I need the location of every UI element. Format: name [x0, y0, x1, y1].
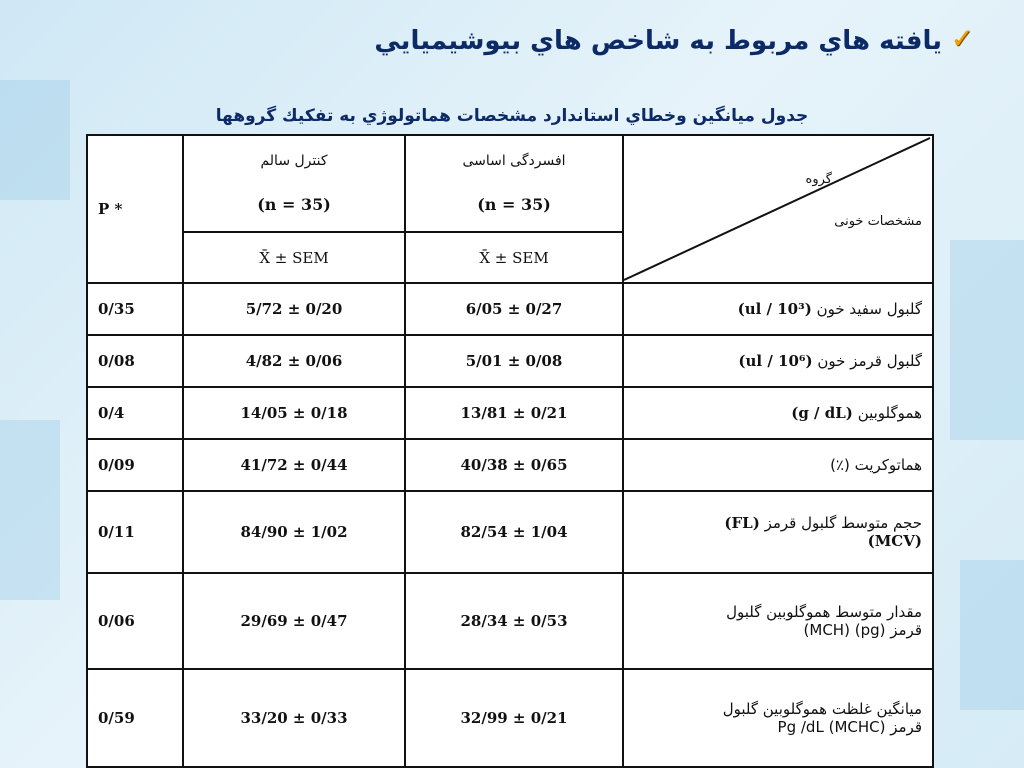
- control-value: 5/72 ± 0/20: [183, 283, 405, 335]
- slide-title: يافته هاي مربوط به شاخص هاي بيوشيميايي: [374, 26, 942, 56]
- row-label: مقدار متوسط هموگلوبین گلبول قرمز (pg) (MCH): [623, 573, 933, 669]
- background-square: [950, 240, 1024, 440]
- table-caption: جدول ميانگين وخطاي استاندارد مشخصات هماتولوژي به تفكيك گروهها: [215, 106, 809, 126]
- background-square: [960, 560, 1024, 710]
- control-value: 4/82 ± 0/06: [183, 335, 405, 387]
- depressed-value: 82/54 ± 1/04: [405, 491, 623, 573]
- depressed-value: 5/01 ± 0/08: [405, 335, 623, 387]
- table-row: [87, 283, 933, 335]
- table-row: [87, 335, 933, 387]
- control-value: 84/90 ± 1/02: [183, 491, 405, 573]
- control-value: 41/72 ± 0/44: [183, 439, 405, 491]
- table-row: [87, 387, 933, 439]
- depressed-value: 28/34 ± 0/53: [405, 573, 623, 669]
- group-label: گروه: [805, 172, 832, 187]
- hematology-table: [86, 134, 934, 768]
- row-label: هماتوکریت (٪): [623, 439, 933, 491]
- control-value: 33/20 ± 0/33: [183, 669, 405, 767]
- control-value: 29/69 ± 0/47: [183, 573, 405, 669]
- checkmark-icon: ✓: [950, 22, 974, 55]
- control-stat-label: X̄ ± SEM: [183, 232, 405, 283]
- depressed-value: 6/05 ± 0/27: [405, 283, 623, 335]
- depressed-value: 40/38 ± 0/65: [405, 439, 623, 491]
- depressed-header: [405, 135, 623, 232]
- background-square: [0, 80, 70, 200]
- p-value: 0/06: [87, 573, 183, 669]
- p-value: 0/08: [87, 335, 183, 387]
- control-value: 14/05 ± 0/18: [183, 387, 405, 439]
- table-row: [87, 491, 933, 573]
- control-header: [183, 135, 405, 232]
- p-value: 0/59: [87, 669, 183, 767]
- diagonal-line: [624, 136, 934, 282]
- row-label: هموگلوبین (g / dL): [623, 387, 933, 439]
- row-label: گلبول سفید خون (10³ / ul): [623, 283, 933, 335]
- background-square: [0, 420, 60, 600]
- control-label: كنترل سالم: [260, 153, 328, 170]
- p-value: 0/35: [87, 283, 183, 335]
- row-label: گلبول قرمز خون (10⁶ / ul): [623, 335, 933, 387]
- table-row: [87, 439, 933, 491]
- table-row: [87, 573, 933, 669]
- depressed-value: 32/99 ± 0/21: [405, 669, 623, 767]
- table-row: [87, 669, 933, 767]
- row-label: حجم متوسط گلبول قرمز (FL) (MCV): [623, 491, 933, 573]
- p-value: 0/09: [87, 439, 183, 491]
- depressed-n: (n = 35): [477, 195, 551, 215]
- row-label: میانگین غلظت هموگلوبین گلبول قرمز (MCHC) Pg /dL: [623, 669, 933, 767]
- p-value: 0/11: [87, 491, 183, 573]
- p-value: 0/4: [87, 387, 183, 439]
- depressed-value: 13/81 ± 0/21: [405, 387, 623, 439]
- depressed-label: افسردگی اساسی: [462, 153, 566, 170]
- diagonal-header: [623, 135, 933, 283]
- depressed-stat-label: X̄ ± SEM: [405, 232, 623, 283]
- p-header: P *: [87, 135, 183, 283]
- header-row: [87, 135, 933, 232]
- control-n: (n = 35): [257, 195, 331, 215]
- blood-characteristics-label: مشخصات خونی: [834, 214, 922, 229]
